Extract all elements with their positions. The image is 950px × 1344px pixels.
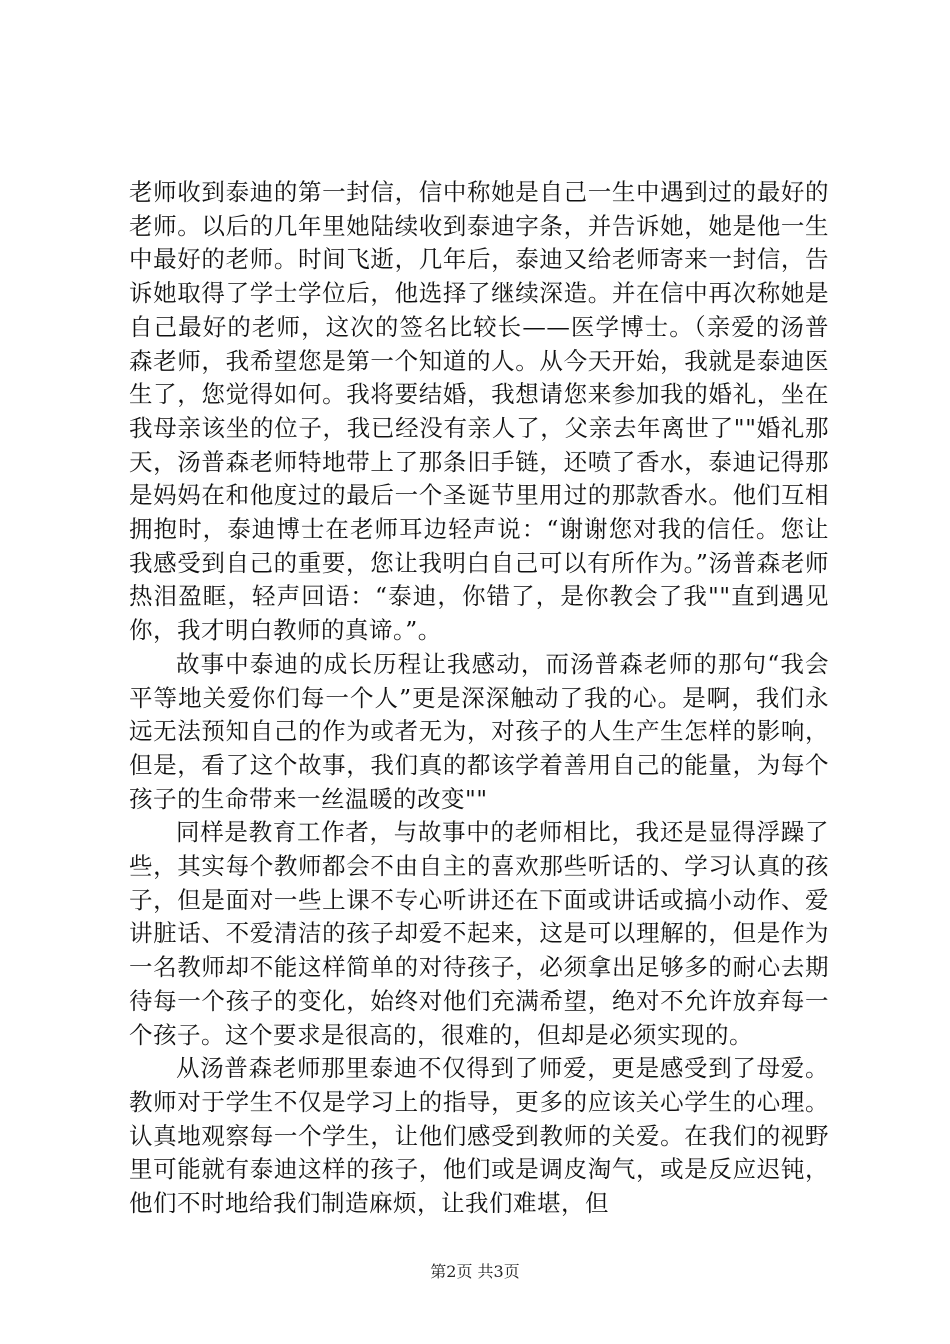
paragraph-4: 从汤普森老师那里泰迪不仅得到了师爱，更是感受到了母爱。教师对于学生不仅是学习上的指导，更多的应该关心学生的心理。认真地观察每一个学生，让他们感受到教师的关爱。在我们的视野里可能就有泰迪这样的孩子，他们或是调皮淘气，或是反应迟钝，他们不时地给我们制造麻烦，让我们难堪，但: [129, 1054, 829, 1218]
page-number-label: 第2页 共3页: [430, 1262, 520, 1281]
page-footer: [0, 1262, 950, 1282]
paragraph-1: 老师收到泰迪的第一封信，信中称她是自己一生中遇到过的最好的老师。以后的几年里她陆续收到泰迪字条，并告诉她，她是他一生中最好的老师。时间飞逝，几年后，泰迪又给老师寄来一封信，告诉她取得了学士学位后，他选择了继续深造。并在信中再次称她是自己最好的老师，这次的签名比较长——医学博士。（亲爱的汤普森老师，我希望您是第一个知道的人。从今天开始，我就是泰迪医生了，您觉得如何。我将要结婚，我想请您来参加我的婚礼，坐在我母亲该坐的位子，我已经没有亲人了，父亲去年离世了""婚礼那天，汤普森老师特地带上了那条旧手链，还喷了香水，泰迪记得那是妈妈在和他度过的最后一个圣诞节里用过的那款香水。他们互相拥抱时，泰迪博士在老师耳边轻声说：“谢谢您对我的信任。您让我感受到自己的重要，您让我明白自己可以有所作为。”汤普森老师热泪盈眶，轻声回语：“泰迪，你错了，是你教会了我""直到遇见你，我才明白教师的真谛。”。: [129, 178, 829, 645]
body-text: [129, 176, 829, 1221]
paragraph-3: 同样是教育工作者，与故事中的老师相比，我还是显得浮躁了些，其实每个教师都会不由自主的喜欢那些听话的、学习认真的孩子，但是面对一些上课不专心听讲还在下面或讲话或搞小动作、爱讲脏话、不爱清洁的孩子却爱不起来，这是可以理解的，但是作为一名教师却不能这样简单的对待孩子，必须拿出足够多的耐心去期待每一个孩子的变化，始终对他们充满希望，绝对不允许放弃每一个孩子。这个要求是很高的，很难的，但却是必须实现的。: [129, 818, 829, 1049]
paragraph-2: 故事中泰迪的成长历程让我感动，而汤普森老师的那句“我会平等地关爱你们每一个人”更是深深触动了我的心。是啊，我们永远无法预知自己的作为或者无为，对孩子的人生产生怎样的影响，但是，看了这个故事，我们真的都该学着善用自己的能量，为每个孩子的生命带来一丝温暖的改变"": [129, 649, 829, 813]
